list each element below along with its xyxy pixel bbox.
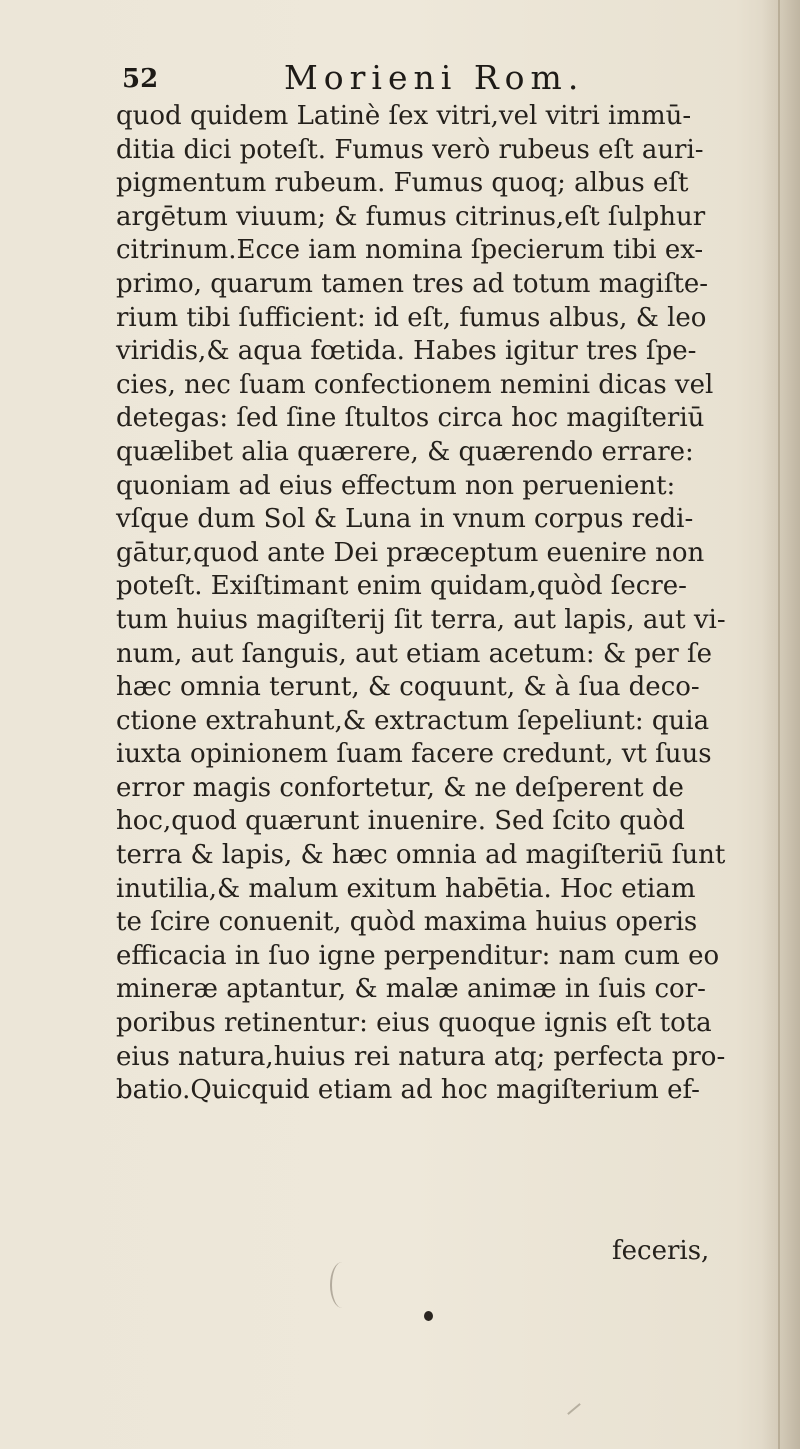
text-line: num, aut ſanguis, aut etiam acetum: & per ſe xyxy=(116,638,713,669)
text-line: te ſcire conuenit, quòd maxima huius operis xyxy=(116,907,698,938)
ink-spot xyxy=(424,1311,433,1321)
text-line: quoniam ad eius effectum non peruenient: xyxy=(116,470,676,501)
running-title: Morieni Rom. xyxy=(284,58,585,97)
text-line: inutilia,& malum exitum habētia. Hoc etiam xyxy=(116,873,696,904)
text-line: terra & lapis, & hæc omnia ad magiſteriū ſunt xyxy=(116,840,726,871)
text-line: pigmentum rubeum. Fumus quoq; albus eſt xyxy=(116,168,689,199)
text-line: tum huius magiſterij ſit terra, aut lapis, aut vi- xyxy=(116,604,726,635)
text-line: rium tibi ſufficient: id eſt, fumus albus, & leo xyxy=(116,302,707,333)
page-fold-line xyxy=(778,0,780,1449)
text-line: citrinum.Ecce iam nomina ſpecierum tibi ex- xyxy=(116,235,704,266)
body-text xyxy=(116,100,776,1108)
text-line: hoc,quod quærunt inuenire. Sed ſcito quòd xyxy=(116,806,685,837)
text-line: poribus retinentur: eius quoque ignis eſt tota xyxy=(116,1008,712,1039)
text-line: mineræ aptantur, & malæ animæ in ſuis cor- xyxy=(116,974,706,1005)
page-number: 52 xyxy=(122,64,159,94)
text-line: eius natura,huius rei natura atq; perfecta pro- xyxy=(116,1041,726,1072)
text-line: ctione extrahunt,& extractum ſepeliunt: quia xyxy=(116,705,710,736)
paper-mark xyxy=(567,1403,581,1415)
text-line: quod quidem Latinè ſex vitri,vel vitri immū- xyxy=(116,101,692,131)
text-line: iuxta opinionem ſuam facere credunt, vt ſuus xyxy=(116,739,712,770)
text-line: vſque dum Sol & Luna in vnum corpus redi- xyxy=(116,504,694,535)
running-head xyxy=(122,58,742,98)
text-line: argētum viuum; & fumus citrinus,eſt ſulphur xyxy=(116,201,706,232)
text-line: batio.Quicquid etiam ad hoc magiſterium ef- xyxy=(116,1075,700,1106)
text-line: poteſt. Exiſtimant enim quidam,quòd ſecre- xyxy=(116,571,687,602)
catchword: feceris, xyxy=(612,1236,710,1266)
text-line: efficacia in ſuo igne perpenditur: nam cum eo xyxy=(116,940,720,971)
text-line: viridis,& aqua fœtida. Habes igitur tres ſpe- xyxy=(116,336,697,367)
text-line: error magis confortetur, & ne deſperent de xyxy=(116,772,684,803)
text-line: gātur,quod ante Dei præceptum euenire non xyxy=(116,537,705,568)
text-line: cies, nec ſuam confectionem nemini dicas vel xyxy=(116,369,714,400)
text-line: ditia dici poteſt. Fumus verò rubeus eſt auri- xyxy=(116,134,704,165)
text-line: hæc omnia terunt, & coquunt, & à ſua deco- xyxy=(116,672,700,703)
text-line: detegas: ſed ſine ſtultos circa hoc magiſteriū xyxy=(116,403,705,434)
paper-mark xyxy=(330,1262,354,1308)
text-line: primo, quarum tamen tres ad totum magiſte- xyxy=(116,268,709,299)
text-line: quælibet alia quærere, & quærendo errare: xyxy=(116,436,694,467)
